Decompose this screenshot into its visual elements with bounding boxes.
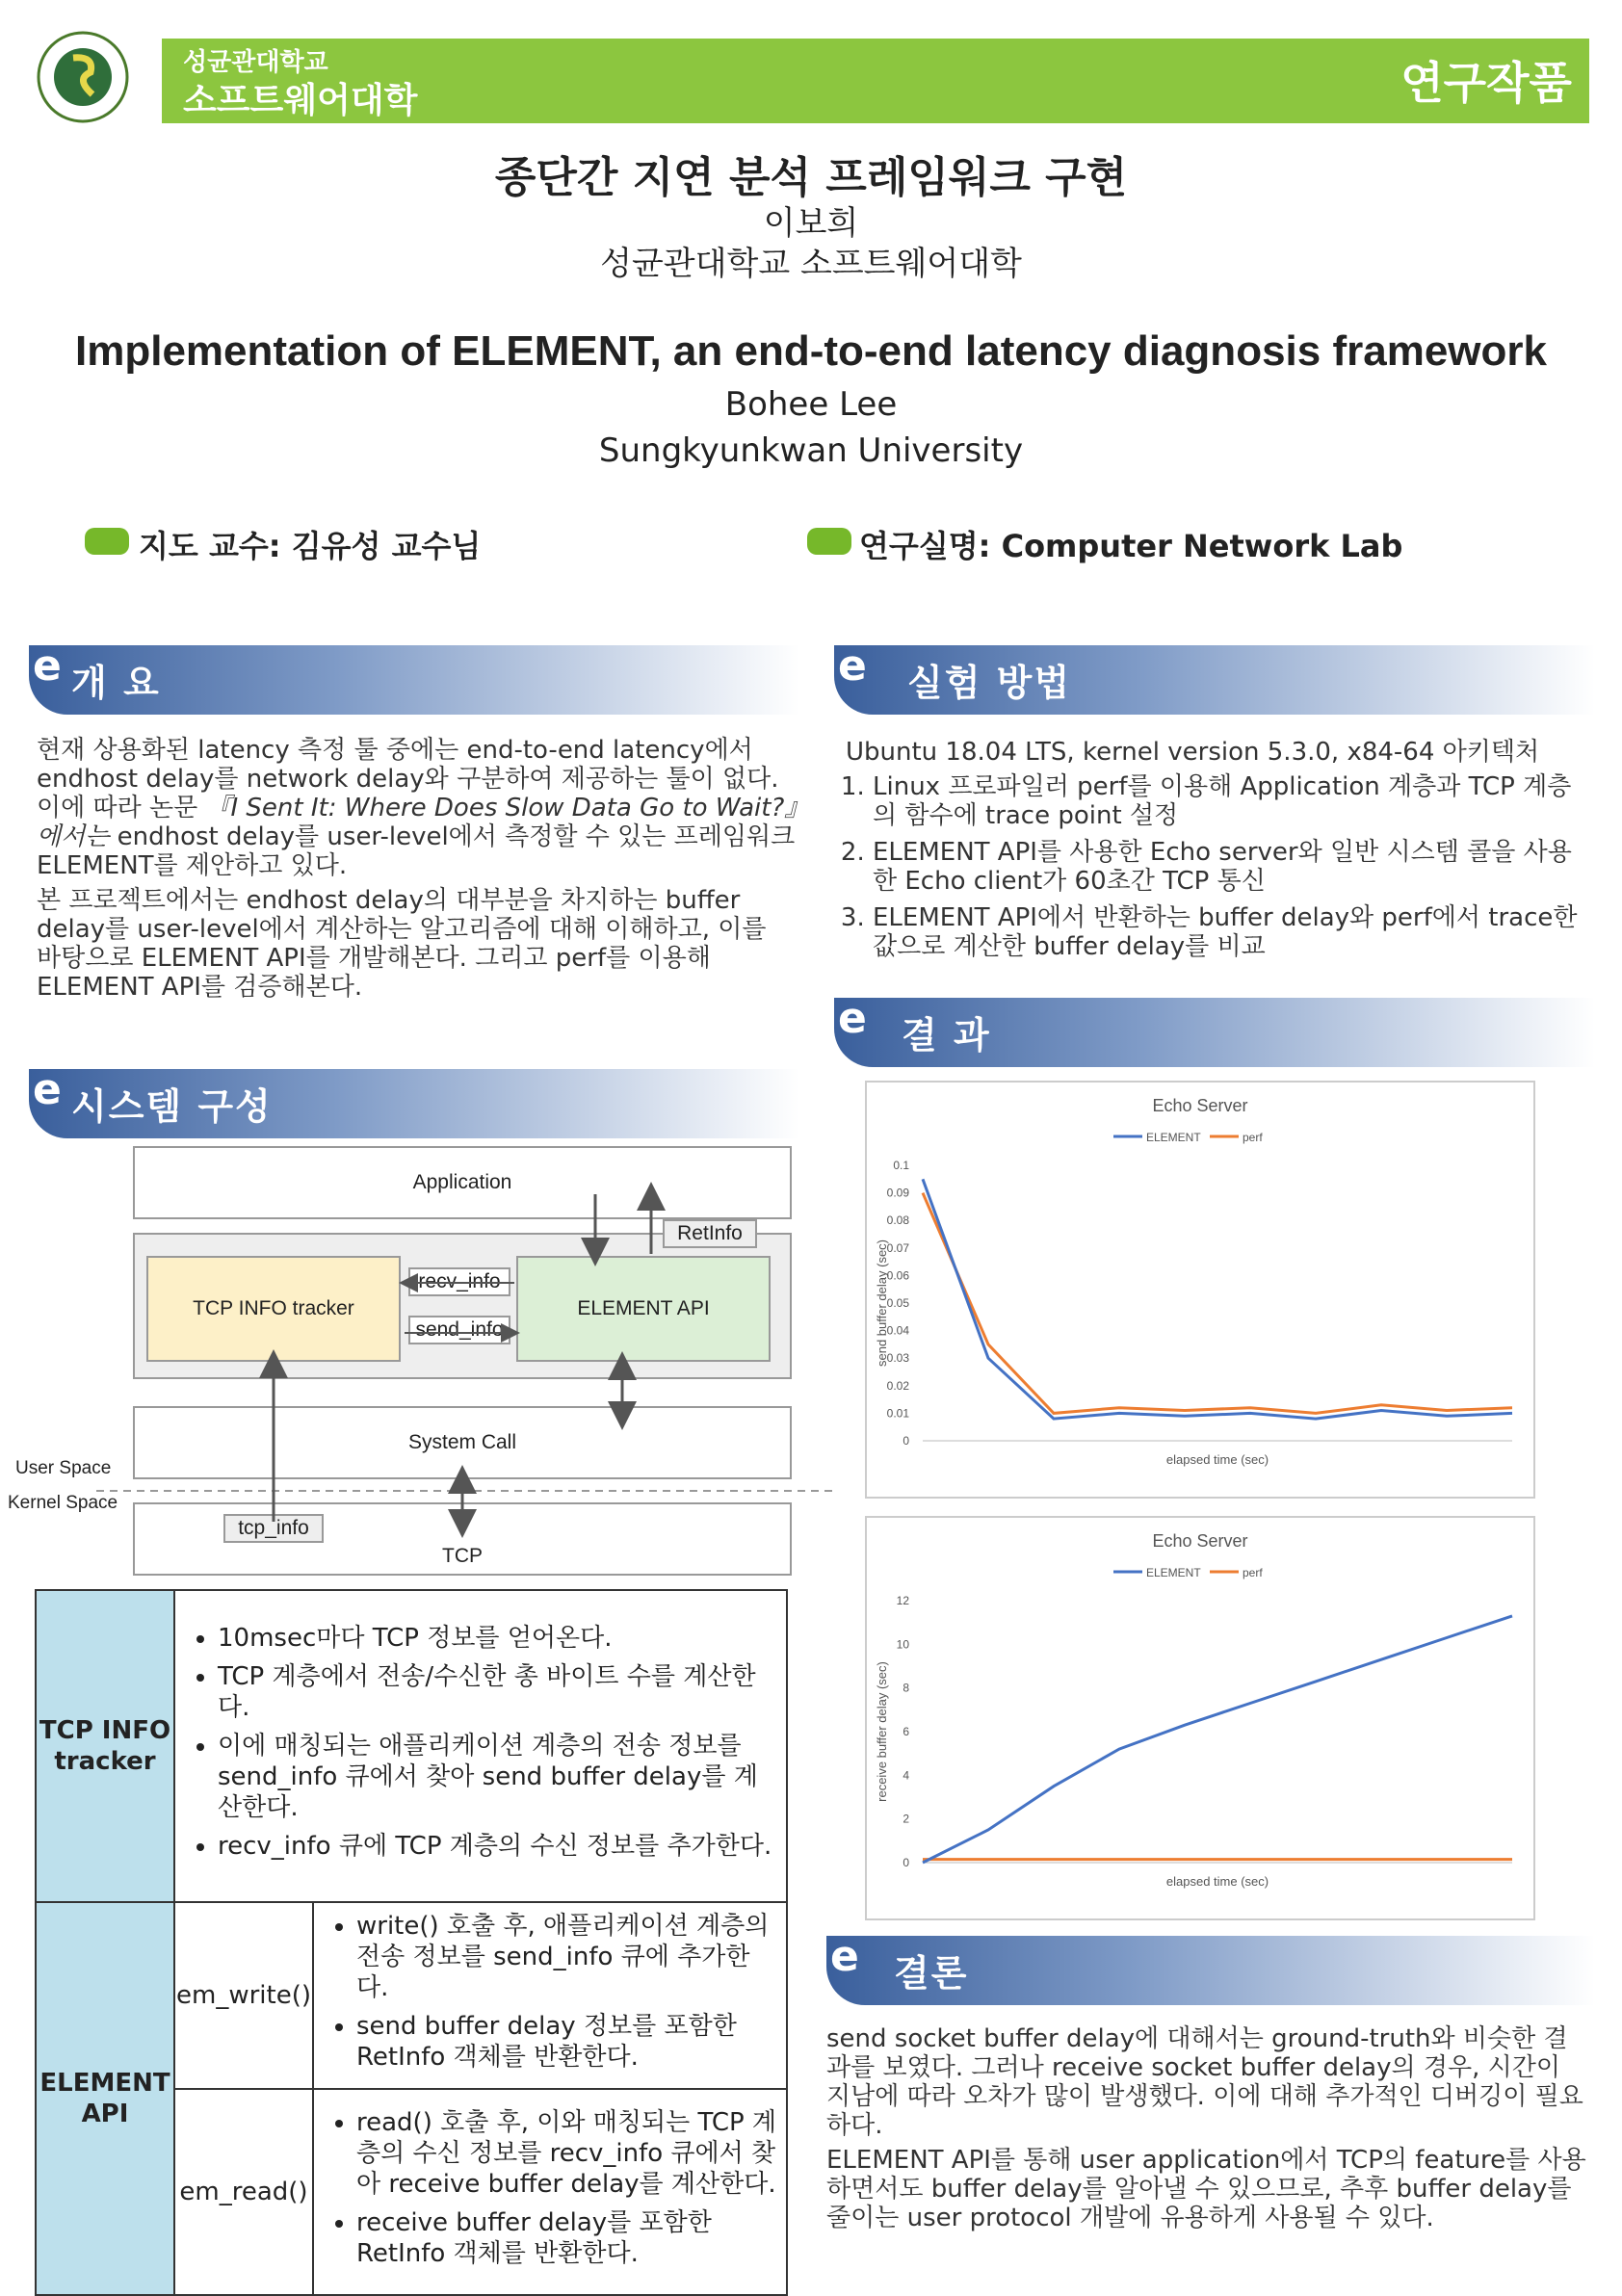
y-tick-label: 6 xyxy=(903,1725,909,1738)
tcp-info-tracker-box: TCP INFO tracker xyxy=(146,1256,401,1362)
korean-affiliation: 성균관대학교 소프트웨어대학 xyxy=(600,245,1022,283)
send-info-queue: send_info xyxy=(408,1316,510,1344)
component-table xyxy=(35,1589,788,2296)
write-desc-cell xyxy=(313,1902,787,2089)
advisor-label: 지도 교수: 김유성 교수님 xyxy=(139,528,482,564)
overview-paragraph-2: 본 프로젝트에서는 endhost delay의 대부분을 차지하는 buffer delay를 user-level에서 계산하는 알고리즘에 대해 이해하고, 이를 바탕으로 ELEMENT API를 개발해본다. 그리고 perf를 이용해 ELEMENT API를 검증해본다. xyxy=(37,886,767,1002)
y-tick-label: 0.07 xyxy=(886,1240,909,1255)
y-tick-label: 0.09 xyxy=(886,1186,909,1200)
receive-delay-chart xyxy=(865,1516,1535,1920)
method-body xyxy=(846,738,1587,969)
tracker-label-cell: TCP INFO tracker xyxy=(36,1590,174,1902)
e-icon: e xyxy=(838,641,867,691)
diagram-arrows xyxy=(0,1136,848,1579)
legend-label: perf xyxy=(1243,1566,1263,1579)
conclusion-section-header xyxy=(826,1932,1595,2005)
y-tick-label: 0.04 xyxy=(886,1323,909,1338)
system-call-box: System Call xyxy=(133,1406,792,1479)
legend-label: ELEMENT xyxy=(1146,1131,1201,1144)
korean-title: 종단간 지연 분석 프레임워크 구현 xyxy=(494,153,1128,202)
korean-author: 이보희 xyxy=(763,204,859,243)
retinfo-label: RetInfo xyxy=(663,1219,757,1248)
list-item: • TCP 계층에서 전송/수신한 총 바이트 수를 계산한다. xyxy=(218,1661,778,1723)
recv-info-queue: recv_info xyxy=(408,1267,510,1296)
kernel-space-label: Kernel Space xyxy=(8,1493,118,1513)
element-api-box: ELEMENT API xyxy=(516,1256,771,1362)
results-section-header xyxy=(834,994,1595,1067)
tcp-info-label: tcp_info xyxy=(223,1514,324,1543)
conclusion-body xyxy=(826,2024,1587,2238)
english-author: Bohee Lee xyxy=(724,385,898,424)
application-box: Application xyxy=(133,1146,792,1219)
system-section-header xyxy=(29,1065,799,1138)
send-delay-chart xyxy=(865,1081,1535,1499)
y-tick-label: 0.05 xyxy=(886,1296,909,1310)
lab-bullet xyxy=(807,528,851,555)
y-tick-label: 0.02 xyxy=(886,1378,909,1393)
user-space-label: User Space xyxy=(15,1458,112,1478)
list-item: • read() 호출 후, 이와 매칭되는 TCP 계층의 수신 정보를 recv_info 큐에서 찾아 receive buffer delay를 계산한다. xyxy=(356,2107,778,2200)
list-item: • receive buffer delay를 포함한 RetInfo 객체를 반환한다. xyxy=(356,2207,778,2269)
method-title: 실험 방법 xyxy=(907,662,1072,704)
y-tick-label: 2 xyxy=(903,1812,909,1826)
y-tick-label: 0 xyxy=(903,1434,909,1448)
x-axis-label: elapsed time (sec) xyxy=(1165,1452,1269,1467)
y-tick-label: 0.01 xyxy=(886,1406,909,1421)
conclusion-paragraph-2: ELEMENT API를 통해 user application에서 TCP의 feature를 사용하면서도 buffer delay를 알아낼 수 있으므로, 추후 buffer delay를 줄이는 user protocol 개발에 유용하게 사용될 수 있다. xyxy=(826,2146,1586,2232)
list-item: • 10msec마다 TCP 정보를 얻어온다. xyxy=(218,1623,778,1654)
list-item: 2. ELEMENT API를 사용한 Echo server와 일반 시스템 콜을 사용한 Echo client가 60초간 TCP 통신 xyxy=(873,838,1587,896)
list-item: 3. ELEMENT API에서 반환하는 buffer delay와 perf에서 trace한 값으로 계산한 buffer delay를 비교 xyxy=(873,903,1587,961)
results-title: 결 과 xyxy=(902,1014,991,1057)
tracker-desc-cell xyxy=(174,1590,787,1902)
chart-title: Echo Server xyxy=(1152,1531,1248,1551)
table-row xyxy=(36,1902,787,2089)
y-tick-label: 4 xyxy=(903,1768,909,1783)
e-icon: e xyxy=(33,641,62,691)
read-label-cell: em_read() xyxy=(174,2089,313,2295)
x-axis-label: elapsed time (sec) xyxy=(1165,1874,1269,1889)
overview-body xyxy=(37,736,798,1007)
y-axis-label: send buffer delay (sec) xyxy=(875,1239,889,1367)
y-tick-label: 12 xyxy=(896,1594,909,1607)
y-tick-label: 0.06 xyxy=(886,1268,909,1283)
conclusion-paragraph-1: send socket buffer delay에 대해서는 ground-truth와 비슷한 결과를 보였다. 그러나 receive socket buffer delay의 경우, 시간이 지남에 따라 오차가 많이 발생했다. 이에 대해 추가적인 디버깅이 필요하다. xyxy=(826,2024,1583,2140)
list-item: 1. Linux 프로파일러 perf를 이용해 Application 계층과 TCP 계층의 함수에 trace point 설정 xyxy=(873,772,1587,830)
y-axis-label: receive buffer delay (sec) xyxy=(875,1661,889,1802)
y-tick-label: 8 xyxy=(903,1681,909,1695)
legend-label: ELEMENT xyxy=(1146,1566,1201,1579)
method-environment: Ubuntu 18.04 LTS, kernel version 5.3.0, x84-64 아키텍처 xyxy=(846,738,1540,767)
overview-paragraph-1: 현재 상용화된 latency 측정 툴 중에는 end-to-end latency에서 endhost delay를 network delay와 구분하여 제공하는 툴이 없다. 이에 따라 논문 『I Sent It: Where Does Slow Data Go to Wait?』에서는 endhost delay를 user-level에서 측정할 수 있는 프레임워크 ELEMENT를 제안하고 있다. xyxy=(37,736,798,880)
lab-label: 연구실명: Computer Network Lab xyxy=(859,528,1403,564)
write-label-cell: em_write() xyxy=(174,1902,313,2089)
university-logo xyxy=(35,29,131,125)
y-tick-label: 10 xyxy=(896,1637,909,1652)
overview-section-header xyxy=(29,641,799,715)
english-affiliation: Sungkyunkwan University xyxy=(598,431,1024,470)
list-item: • write() 호출 후, 애플리케이션 계층의 전송 정보를 send_info 큐에 추가한다. xyxy=(356,1911,778,2003)
api-label-cell: ELEMENT API xyxy=(36,1902,174,2295)
list-item: • recv_info 큐에 TCP 계층의 수신 정보를 추가한다. xyxy=(218,1831,778,1862)
y-tick-label: 0.1 xyxy=(893,1159,909,1172)
list-item: • send buffer delay 정보를 포함한 RetInfo 객체를 반환한다. xyxy=(356,2011,778,2073)
y-tick-label: 0 xyxy=(903,1856,909,1869)
university-name: 성균관대학교 xyxy=(183,48,328,77)
read-desc-cell xyxy=(313,2089,787,2295)
list-item: • 이에 매칭되는 애플리케이션 계층의 전송 정보를 send_info 큐에서 찾아 send buffer delay를 계산한다. xyxy=(218,1731,778,1823)
english-title: Implementation of ELEMENT, an end-to-end latency diagnosis framework xyxy=(75,327,1547,375)
method-section-header xyxy=(834,641,1595,715)
y-tick-label: 0.08 xyxy=(886,1213,909,1228)
legend-label: perf xyxy=(1243,1131,1263,1144)
e-icon: e xyxy=(33,1065,62,1114)
college-name: 소프트웨어대학 xyxy=(183,81,418,120)
tcp-box: TCP xyxy=(133,1502,792,1576)
system-title: 시스템 구성 xyxy=(71,1085,273,1128)
overview-title: 개 요 xyxy=(71,662,161,704)
category-tag: 연구작품 xyxy=(1400,57,1572,109)
conclusion-title: 결론 xyxy=(894,1952,969,1995)
y-tick-label: 0.03 xyxy=(886,1351,909,1366)
advisor-bullet xyxy=(85,528,129,555)
e-icon: e xyxy=(838,994,867,1043)
e-icon: e xyxy=(830,1932,859,1981)
chart-title: Echo Server xyxy=(1152,1096,1248,1115)
table-row xyxy=(36,1590,787,1902)
